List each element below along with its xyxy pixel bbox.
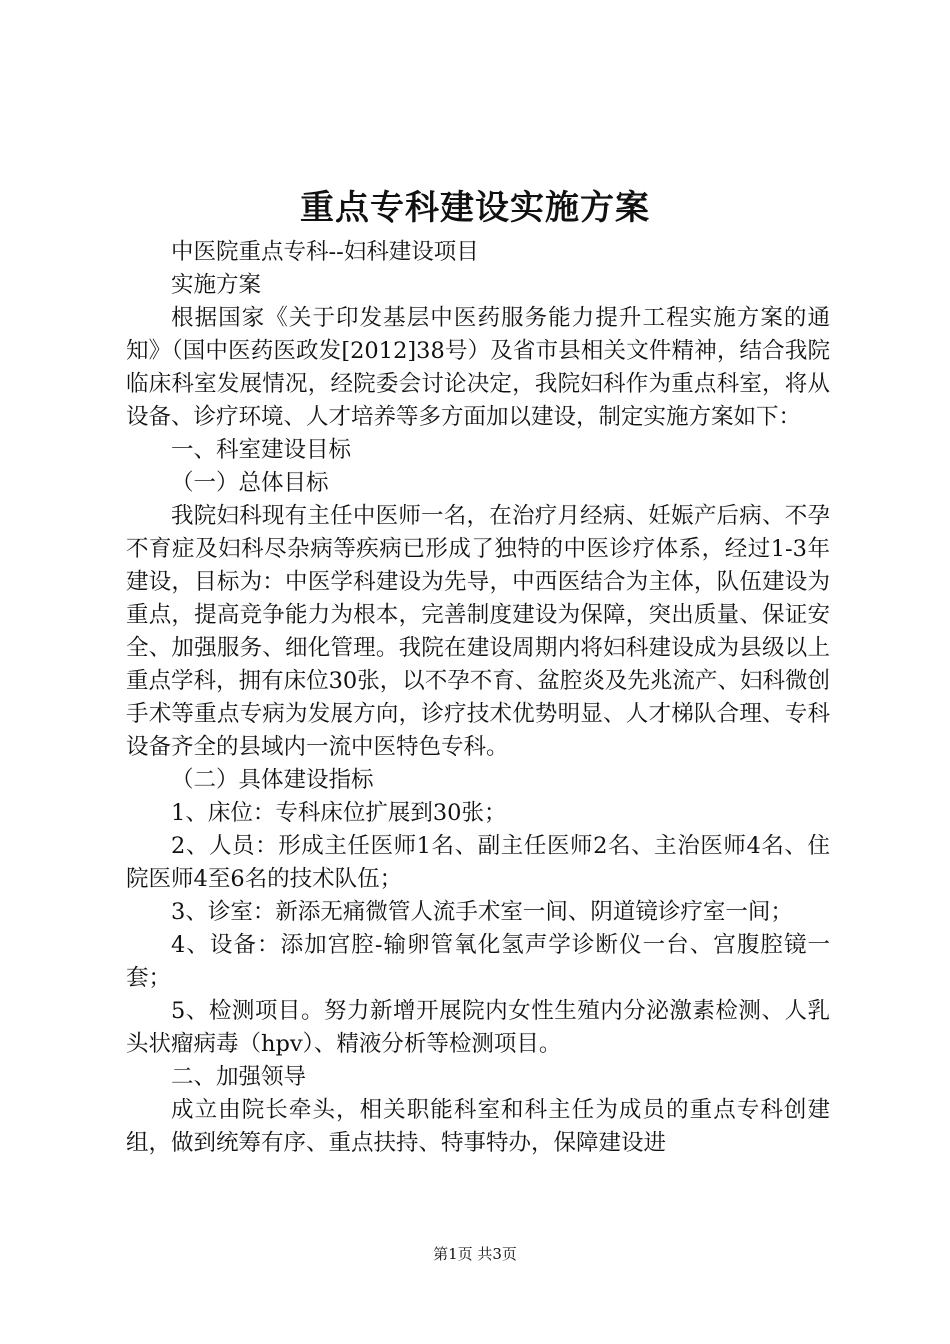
subsection-heading-2: （二）具体建设指标 [171,767,374,793]
document-body [126,236,830,1160]
indicator-item: 2、人员：形成主任医师1名、副主任医师2名、主治医师4名、住院医师4至6名的技术队伍； [126,833,830,892]
subsection-heading-1: （一）总体目标 [171,470,329,496]
leadership-paragraph: 成立由院长牵头，相关职能科室和科主任为成员的重点专科创建组，做到统筹有序、重点扶持、特事特办，保障建设进 [126,1097,830,1156]
section-heading-1: 一、科室建设目标 [171,437,352,463]
subtitle-project: 中医院重点专科--妇科建设项目 [171,239,479,265]
indicator-item: 4、设备：添加宫腔-输卵管氧化氢声学诊断仪一台、宫腹腔镜一套； [126,932,830,991]
overall-goal-paragraph: 我院妇科现有主任中医师一名，在治疗月经病、妊娠产后病、不孕不育症及妇科尽杂病等疾病已形成了独特的中医诊疗体系，经过1-3年建设，目标为：中医学科建设为先导，中西医结合为主体，队伍建设为重点，提高竞争能力为根本，完善制度建设为保障，突出质量、保证安全、加强服务、细化管理。我院在建设周期内将妇科建设成为县级以上重点学科，拥有床位30张，以不孕不育、盆腔炎及先兆流产、妇科微创手术等重点专病为发展方向，诊疗技术优势明显、人才梯队合理、专科设备齐全的县域内一流中医特色专科。 [126,503,830,760]
subtitle-plan: 实施方案 [171,272,262,298]
indicator-item: 5、检测项目。努力新增开展院内女性生殖内分泌激素检测、人乳头状瘤病毒（hpv）、精液分析等检测项目。 [126,998,830,1057]
intro-paragraph: 根据国家《关于印发基层中医药服务能力提升工程实施方案的通知》（国中医药医政发[2012]38号）及省市县相关文件精神，结合我院临床科室发展情况，经院委会讨论决定，我院妇科作为重点科室，将从设备、诊疗环境、人才培养等多方面加以建设，制定实施方案如下： [126,305,830,430]
page-number: 第1页 共3页 [433,1245,517,1263]
section-heading-2: 二、加强领导 [171,1064,307,1090]
indicator-item: 1、床位：专科床位扩展到30张； [171,800,507,826]
document-title: 重点专科建设实施方案 [300,188,650,228]
indicator-item: 3、诊室：新添无痛微管人流手术室一间、阴道镜诊疗室一间； [171,899,793,925]
